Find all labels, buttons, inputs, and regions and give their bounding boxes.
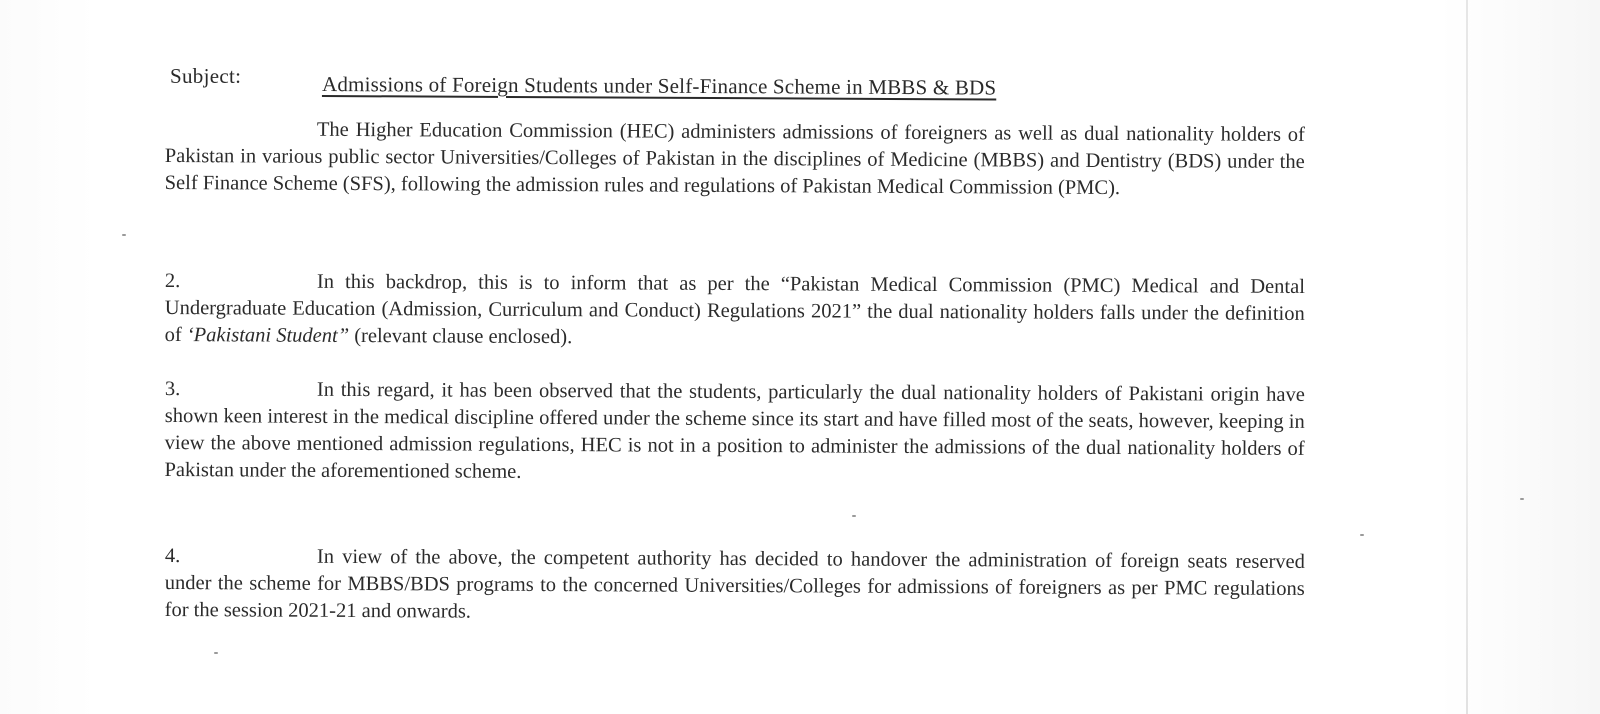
scan-speck <box>852 515 856 517</box>
paragraph-3 <box>164 376 1305 490</box>
scan-speck <box>1520 498 1524 500</box>
scan-speck <box>1360 534 1364 536</box>
paragraph-1-text: The Higher Education Commission (HEC) administers admissions of foreigners as well as dual nationality holders of Pakistan in various public sector Universities/Colleges of Pakistan in the disciplines of Medicine (MBBS) and Dentistry (BDS) under the Self Finance Scheme (SFS), following the admission rules and regulations of Pakistan Medical Commission (PMC). <box>164 118 1305 200</box>
paragraph-2-number: 2. <box>164 269 181 293</box>
subject-label: Subject: <box>170 64 242 88</box>
paragraph-indent <box>165 135 317 136</box>
paragraph-3-number: 3. <box>164 377 181 401</box>
paragraph-4-text: In view of the above, the competent authority has decided to handover the administration of foreign seats reserved under the scheme for MBBS/BDS programs to the concerned Universities/Colleges for admissions of foreigners as per PMC regulations for the session 2021-21 and onwards. <box>164 545 1305 623</box>
subject-heading: Admissions of Foreign Students under Self-Finance Scheme in MBBS & BDS <box>321 72 997 100</box>
paragraph-2-text-end: (relevant clause enclosed). <box>349 324 573 349</box>
paragraph-3-text: In this regard, it has been observed that the students, particularly the dual nationality holders of Pakistani origin have shown keen interest in the medical discipline offered under the scheme since its start and have filled most of the seats, however, keeping in view the above mentioned admission regulations, HEC is not in a position to administer the admissions of the dual nationality holders of Pakistan under the aforementioned scheme. <box>164 378 1305 483</box>
scan-speck <box>122 234 126 236</box>
scan-speck <box>214 652 218 654</box>
paragraph-2-text: In this backdrop, this is to inform that as per the “Pakistan Medical Commission (PMC) Medical and Dental Undergraduate Education (Admission, Curriculum and Conduct) Regulations 2021” the dual nationality holders falls under the definition of <box>164 270 1305 347</box>
paragraph-2-emphasis: ‘Pakistani Student” <box>186 324 350 347</box>
paragraph-4 <box>165 543 1305 630</box>
paragraph-1 <box>165 116 1305 203</box>
paragraph-4-number: 4. <box>164 545 181 568</box>
page-edge-divider <box>1466 0 1468 714</box>
paragraph-2 <box>165 268 1305 355</box>
